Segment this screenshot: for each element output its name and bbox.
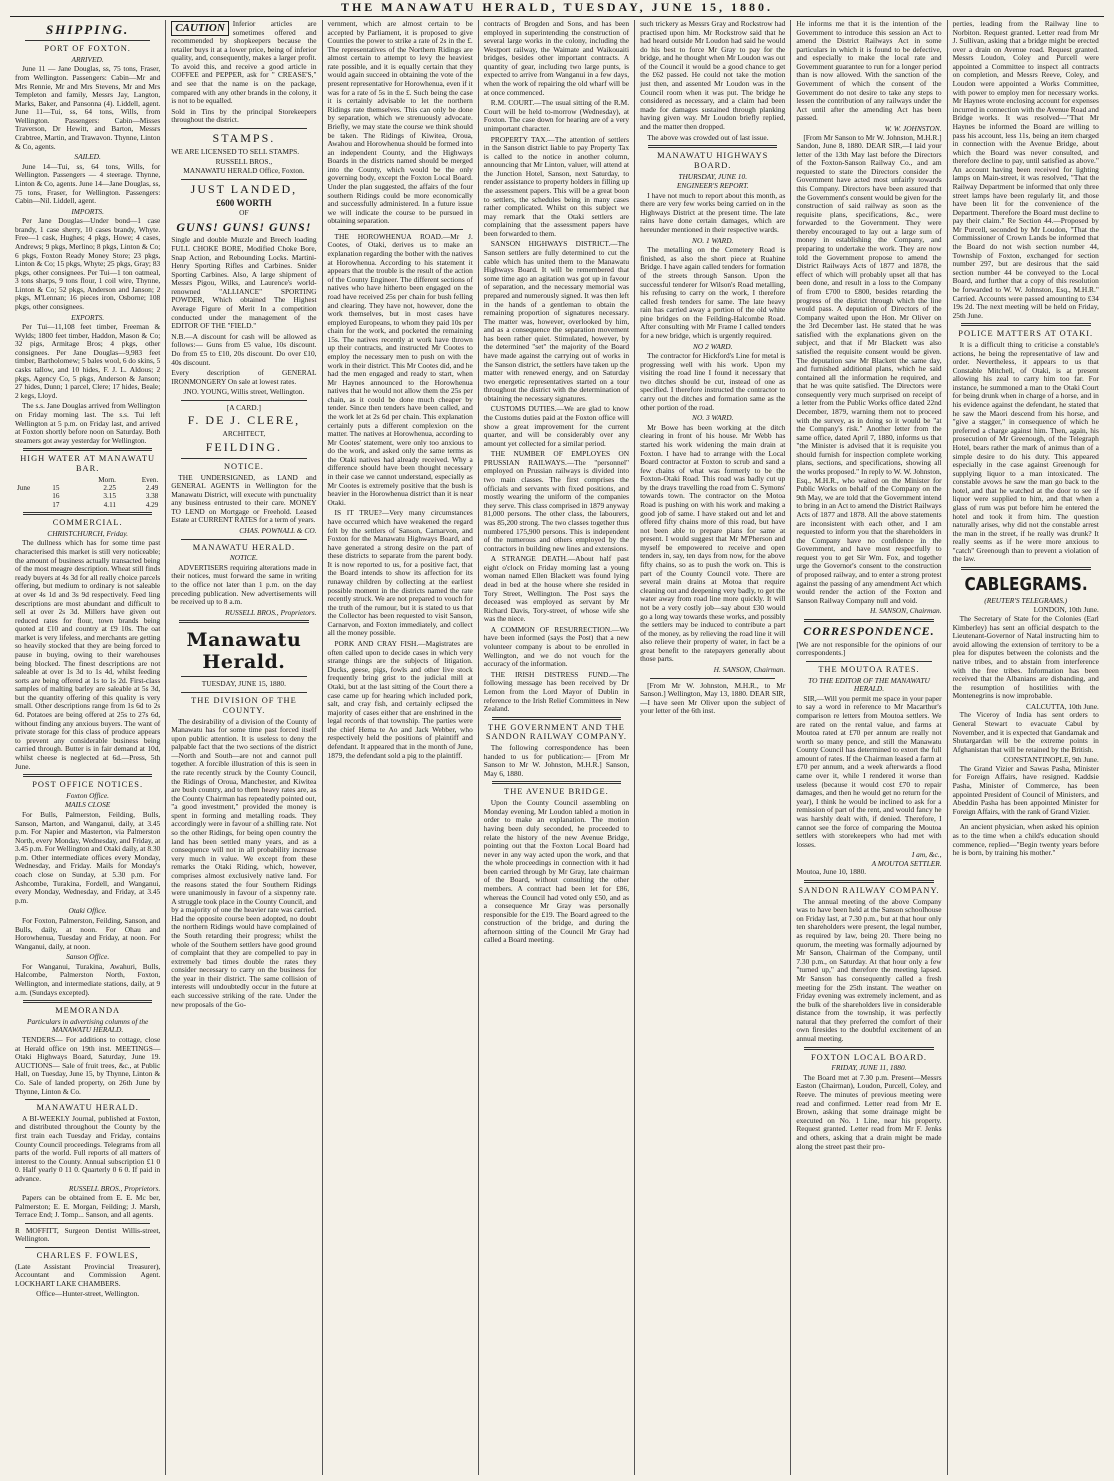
- clere-card: [A CARD.]: [226, 402, 261, 412]
- exports-text: Per Tui—11,108 feet timber, Freeman & Wylds; 1800 feet timber, Haddon, Mason & Co; 32 pigs, Armitage Bros; 4 pkgs, other consignees. Per Jane Douglas—9,983 feet timber, Bartholomew; 5 bales wool, 6 do skins, 5 casks tallow, and 10 hides, F. J. L. Aldous; 2 pkgs, Agency Co, 5 pkgs, Anderson & Janson; 27 hides, Dunn; 1 parcel, Clere; 17 hides, Beale; 2 kegs, Lloyd.: [15, 322, 161, 400]
- ward-2-text: The contractor for Hickford's Line for metal is progressing well with his work. Upon my visiting the road line I found it necessary that two ditches should be cut, instead of one as specified. I therefore instructed the contractor to carry out the ditches and formation same as the other portion of the road.: [640, 351, 786, 412]
- fowles-heading: CHARLES F. FOWLES,: [36, 1250, 139, 1260]
- clere-name: F. DE J. CLERE,: [187, 413, 301, 428]
- column-2: [166, 20, 322, 1475]
- post-office-heading: POST OFFICE NOTICES.: [32, 780, 144, 790]
- correspondence-heading: CORRESPONDENCE.: [803, 623, 935, 638]
- stamps-text: WE ARE LICENSED TO SELL STAMPS.: [171, 146, 300, 156]
- otaki-office-label: Otaki Office.: [68, 906, 107, 916]
- division-article-continued: vernment, which are almost certain to be accepted by Parliament, it is proposed to give Counties the power to strike a rate of 2s in the £. The representatives of the Northern Ridings are almost certain to attempt to levy the heaviest rate possible, and it is equally certain that they would again succeed in obtaining the vote of the present representative for Horowhenua, even if it was for a rate of 5s in the £. Such being the case it is certainly advisable to let the northern Ridings rate themselves. This can only be done by separation, which we strenuously advocate. Briefly, we may state the course we think should be taken. The Ridings of Kiwitea, Oroua, Awahou and Horowhenua should be formed into an independent County, and the Highways Boards in the districts named should be merged into the County, which would be the only governing body, except the Foxton Local Board. Under the plan suggested, the affairs of the four southern Ridings could be more economically and successfully administered. In a future issue we will indicate the course to be pursued in obtaining separation.: [327, 20, 473, 226]
- sanson-office-text: For Wanganui, Turakina, Awahuri, Bulls, Halcombe, Palmerston North, Foxton, Wellington, and intermediate stations, daily, at 9 a.m. (Sundays excepted).: [15, 961, 161, 997]
- arrived-text: June 11 — Jane Douglas, ss, 75 tons, Fraser, from Wellington. Passengers: Cabin—Mr and Mrs Rennie, Mr and Mrs Stevens, Mr and Mrs Templeton and family, Messrs Jay, Langton, Marks, Baker, and Pansonna (4). Liddell, agent. June 11—Tui, ss, 64 tons, Wills, from Wellington. Passengers: Cabin—Misses Traverson, Dr Hewitt, and Barton, Messrs Crabtree, Martin, and Trawavon. Thynne, Linton & Co, agents.: [15, 64, 161, 151]
- cable-constantinople-date: CONSTANTINOPLE, 9th June.: [1003, 755, 1099, 765]
- caution-ad: [171, 20, 316, 106]
- sanson-signature: H. SANSON, Chairman.: [869, 606, 942, 616]
- notice-heading: NOTICE.: [224, 461, 264, 471]
- mh-signature: RUSSELL BROS., Proprietors.: [225, 607, 317, 617]
- exports-label: EXPORTS.: [71, 312, 105, 322]
- government-sandon-heading: THE GOVERNMENT AND THE SANDON RAILWAY COMPANY.: [485, 722, 627, 742]
- tide-row: 17 4.11 4.29: [52, 500, 159, 509]
- resurrection-item: A COMMON OF RESURRECTION.—We have been informed (says the Post) that a new volunteer company is about to be enrolled in Wellington, and we do not vouch for the accuracy of the information.: [483, 624, 630, 669]
- column-1: [10, 20, 166, 1475]
- police-heading: POLICE MATTERS AT OTAKI.: [958, 329, 1094, 339]
- division-article: The desirability of a division of the County of Manawatu has for some time past forced itself upon public attention. It is useless to deny the palpable fact that the two sections of the district—North and South—are not and cannot pull together. A forcible illustration of this is seen in the rate recently struck by the County Council, the Ridings of Oroua, Manchester, and Kiwitea are bush country, and to them heavy rates are, as the County Chairman has repeatedly pointed out, "a good investment," provided the money is spent in forming and metalling roads. They accordingly were in favour of a shilling rate. Not so the other Ridings, for being open country the land has been settled many years, and as a consequence will not in all probability increase very much in value. We except from these remarks the Otaki Riding, which, however, comprises almost exclusively native land. For the reasons stated the four Southern Ridings were unanimously in favour of a sixpenny rate. A struggle took place in the County Council, and by a majority of one the heavier rate was carried. Had the opposite course been adopted, no doubt the northern Ridings would have complained of the South retarding their progress; whilst the whole of the Southern settlers have good ground of complaint that they are compelled to pay in extremely bad times double the rates they consider necessary to carry on the business for the year in their district. The same collision of interests will undoubtedly occur in the future at each successive striking of the rate. Under the new proposals of the Go-: [171, 716, 317, 1009]
- sanson-highways-item: SANSON HIGHWAYS DISTRICT.—The Sanson settlers are fully determined to cut the cable which has united them to the Manawatu Highways Board. It will be remembered that some time ago an agitation was got up in favour of separation, and the necessary memorial was prepared and numerously signed. It was then left in the hands of a gentleman to obtain the remaining proportion of signatures necessary. The matter was, however, overlooked by him, and as a consequence the separation movement has been rather quiet. Stimulated, however, by the determined "set" the majority of the Board have made against the carrying out of works in the Sanson district, the settlers have taken up the matter with renewed energy, and on Saturday two energetic representatives started on a tour throughout the district with the determination of obtaining the necessary signatures.: [483, 239, 630, 403]
- moutoa-sig-name: A MOUTOA SETTLER.: [871, 858, 942, 868]
- stamps-heading: STAMPS.: [212, 130, 276, 145]
- moffitt-ad: R MOFFITT, Surgeon Dentist Willis-street, Wellington.: [15, 1225, 161, 1244]
- fowles-office: Office—Hunter-street, Wellington.: [36, 1289, 140, 1299]
- newspaper-nameplate: Manawatu Herald.: [186, 629, 302, 674]
- highways-board-date: THURSDAY, JUNE 10.: [678, 171, 748, 181]
- stamps-office: MANAWATU HERALD Office, Foxton.: [183, 166, 305, 175]
- caution-text: Inferior articles are sometimes offered and recommended by shopkeepers because the retailer buys it at a lower price, being of inferior quality, and, consequently, makes a larger profit. To avoid this, and receive a good article in COFFEE and PEPPER, ask for " CREASE'S," and see that the name is on the package, compared with any other brands in the colony, it is not to be equalled.: [171, 20, 317, 106]
- engineer-report-text: I have not much to report about this month, as there are very few works being carried on in the Highways District at the present time. The late rains have done certain damages, which are hereunder mentioned in their respective wards.: [640, 190, 786, 235]
- shipping-notice: The s.s. Jane Douglas arrived from Wellington on Friday morning last. The s.s. Tui left Wellington at 5 p.m. on Friday last, and arrived at Foxton shortly before noon on Saturday. Both steamers got away yesterday for Wellington.: [15, 401, 161, 445]
- imports-text: Per Jane Douglas—Under bond—1 case brandy, 1 case sherry, 10 cases brandy, Whyte. Free—1 cask, Hughes; 4 pkgs, Howe; 4 cases, Andrews; 9 pkgs, Merlino; 8 pkgs, Linton & Co; 6 pkgs, Foxton Ready Money Store; 23 pkgs, Linton & Co; 15 pkgs, Whyte; 25 pkgs, Gray; 83 pkgs, other consignees. Per Tui—1 ton oatmeal, 3 tons sharps, 9 tons flour, 1 coil wire, Thynne, Linton & Co; 52 pkgs, Anderson and Janson; 2 pkgs, M'Lennan; 16 pieces iron, Osborne; 108 pkgs, other consignees.: [15, 216, 161, 312]
- caution-word: CAUTION: [171, 21, 229, 36]
- herald-ad-signature: RUSSELL BROS., Proprietors.: [68, 1184, 161, 1194]
- cable-calcutta-text: The Viceroy of India has sent orders to General Stewart to evacuate Cabul by November, and it is expected that Gandamak and Shutargardan will be the extreme points in Afghanistan that will be retained by the British.: [952, 710, 1099, 754]
- mails-close-label: MAILS CLOSE: [64, 800, 111, 810]
- sandon-railway-text: The annual meeting of the above Company was to have been held at the Sanson schoolhouse on Friday last, at 7.30 p.m., but at that hour only ten shareholders were present, the legal number, as required by law, being 20. There being no quorum, the meeting was formally adjourned by Mr Sanson, Chairman of the Company, until 7.30 p.m., on Saturday. At that hour only a few "turned up," and therefore the meeting lapsed. Mr Sanson has consequently called a fresh meeting for the 25th instant. The weather on Friday evening was extremely inclement, and as the bulk of the shareholders live in considerable distance from the township, it was perfectly natural that they preferred the comfort of their own firesides to the doubtful excitement of an annual meeting.: [796, 896, 942, 1043]
- strange-death-item: A STRANGE DEATH.—About half past eight o'clock on Friday morning last a young woman named Ellen Blackett was found lying dead in bed at the house where she resided in Tory Street, Wellington. The Post says the deceased was employed as servant by Mr Richard Davis, Tory-street, of whose wife she was the niece.: [483, 554, 630, 624]
- local-board-continued: perties, leading from the Railway line to Norbiton. Request granted. Letter read from Mr J. Sullivan, asking that a bridge might be erected over a drain on Avenue road. Request granted. Messrs Loudon, Coley and Purcell were appointed a Committee to inspect all contracts on completion, and Messrs Reeve, Coley, and Loudon were appointed a Works Committee, with power to employ men for necessary works. Mr Haynes wrote enclosing account for expenses incurred in connection with the Avenue Road and Bridge works. It was resolved—"That Mr Haynes be informed the Board are willing to pass his account, less 11s, being an item charged in connection with the Avenue Bridge, about which the Board was never consulted, and therefore decline to pay, until satisfied as above." An account having been received for lighting lamps on Main-street, it was resolved, "That the Railway Department be informed that only three street lamps have been regularly lit, and those have been lit for the convenience of the Department. Therefore the Board must decline to pay their claim." Re Section 44.—Proposed by Mr Purcell, seconded by Mr Loudon, "That the Commissioner of Crown Lands be informed that the Board do not wish section number 44, Township of Foxton, exchanged for section number 297, but are desirous that the said section number 44 be conveyed to the Local Board, and further that a copy of this resolution be forwarded to W. W. Johnston, Esq., M.H.R." Carried. Accounts were passed amounting to £34 19s 2d. The next meeting will be held on Friday, 25th June.: [952, 20, 1099, 320]
- guns-signature: JNO. YOUNG, Willis street, Wellington.: [183, 387, 305, 397]
- caution-sold: Sold in Tins by the principal Storekeepers throughout the district.: [171, 106, 317, 125]
- memoranda-heading: MEMORANDA: [55, 1006, 121, 1016]
- horowhenua-road-item: THE HOROWHENUA ROAD.—Mr J. Cootes, of Otaki, derives us to make an explanation regarding the bother with the natives at Horowhenua. According to his statement it appears that the trouble is the result of the action of the County Engineer. The different sections of natives who have hitherto been engaged on the road have received 25s per chain for bush felling and clearing. They have not, however, done the work themselves, but in most cases have employed Europeans, to whom they paid 10s per chain for the work, and pocketed the remaining 15s. The natives recently at work have thrown up their contracts, and instructed Mr Cootes to employ the necessary men to push on with the work in their district. This Mr Cootes did, and he had the men engaged and ready to start, when Mr Haynes announced to the Horowhenua natives that he would not allow them the 25s per chain, as it could be done much cheaper by tender. Since then tenders have been called, and the work let at 2s 6d per chain. This explanation certainly puts a different complexion on the matter. The natives at Horowhenua, according to Mr Cootes' statement, were only too anxious to do the work, and asked only the same terms as the Otaki natives had already received. Why a difference should have been thought necessary in their case we cannot understand, especially as Mr Cootes is extremely positive that the bush is heavier in the Horowhenua district than it is near Otaki.: [327, 231, 473, 507]
- stamps-signature: RUSSELL BROS.,: [215, 157, 273, 167]
- column-5: [635, 20, 791, 1475]
- irish-distress-item: THE IRISH DISTRESS FUND.—The following message has been received by Dr Lemon from the Lord Mayor of Dublin in reference to the Irish Relief Committees in New Zealand.: [483, 669, 630, 714]
- avenue-bridge-continued: such trickery as Messrs Gray and Rockstrow had practised upon him. Mr Rockstrow said that he had heard outside Mr Loudon had said he would do his best to force Mr Gray to pay for the bridge, and he thought when Mr Loudon was out of the Council it would be a good chance to get the £62 passed. He could not take the motion just then, and assented Mr Loudon was in the Council room when it was put. The bridge he considered as necessary, and a claim had been made for damages sustained through planking having given way. Mr Loudon briefly replied, and the matter then dropped.: [640, 20, 786, 131]
- government-sandon-text: The following correspondence has been handed to us for publication:— [From Mr Sanson to Mr W. Johnston, M.H.R.] Sanson, May 6, 1880.: [483, 743, 630, 778]
- tide-table: [15, 476, 160, 509]
- masthead: THE MANAWATU HERALD, TUESDAY, JUNE 15, 1880.: [10, 0, 1104, 17]
- foxton-office-label: Foxton Office.: [66, 790, 109, 800]
- dateline: TUESDAY, JUNE 15, 1880.: [201, 679, 286, 689]
- cable-constantinople-text: The Grand Vizier and Sawas Pasha, Minister for Foreign Affairs, have resigned. Kaddsie Pasha, Minister of Commerce, has been appointed President of Council of Ministers, and Abeddin Pasha has been appointed Minister for Foreign Affairs, with the rank of Grand Vizier.: [952, 763, 1099, 816]
- property-tax-item: PROPERTY TAX.—The attention of settlers in the Sanson district liable to pay Property Tax is called to the notice in another column, announcing that Mr Linton, valuer, will attend at the Junction Hotel, Sanson, next Saturday, to render assistance to property holders in filling up the assessment papers. This will be a great boon to settlers, the schedules being in many cases rather complicated. Whilst on this subject we may remark that the Otaki settlers are complaining that the assessment papers have been forwarded to them.: [483, 134, 630, 238]
- clere-place: FEILDING.: [205, 439, 283, 454]
- police-text: It is a difficult thing to criticise a constable's actions, he being the representative of law and order. Nevertheless, it appears to us that Constable Mitchell, of Otaki, is at present allowing his zeal to carry him too far. For instance, he summoned a man to the Otaki Court for being drunk when in charge of a horse, and in his evidence against the defendant, he stated that he saw the Maori descend from his horse, and "give a stagger," in consequence of which he preferred a charge against him. Then, again, his prosecution of Mr Greenough, of the Telegraph Hotel, bears rather the mark of animus than of a simple desire to do his duty. This appeared especially in the case against Greenough for supplying liquor to a man intoxicated. The constable avows he saw the man go back to the hotel, and that he watched at the door to see if liquor were supplied to him, and that when a glass of rum was put before him he entered the hotel and took it from him. The question naturally arises, why did not the constable arrest the man in the street, if he really was drunk? It really seems as if he were more anxious to "catch" Greenough than to prevent a violation of the law.: [952, 339, 1099, 564]
- tide-heading: HIGH WATER AT MANAWATU BAR.: [20, 454, 156, 474]
- herald-ad-heading: MANAWATU HERALD.: [36, 1103, 139, 1113]
- tide-header-row: Morn. Even.: [98, 475, 159, 484]
- otaki-office-text: For Foxton, Palmerston, Feilding, Sanson, and Bulls, daily, at noon. For Ohau and Horowhenua, Tuesday and Friday, at noon. For Wanganui, daily, at noon.: [15, 915, 161, 951]
- johnston-letter: [From Mr W. Johnston, M.H.R., to Mr Sanson.] Wellington, May 13, 1880. DEAR SIR,—I have seen Mr Oliver upon the subject of your letter of the 6th inst.: [640, 680, 786, 716]
- post-office-text: For Bulls, Palmerston, Feilding, Bulls, Sanson, Marton, and Wanganui, daily, at 3.45 p.m. For Napier and Masterton, via Palmerston North, every Monday, Wednesday, and Friday, at 3.45 p.m. For Wellington and Otaki daily, at 8.30 p.m. Other intermediate offices every Monday, Wednesday, and Friday. Mails for Monday's coach close on Sunday, at 5.30 p.m. For Ashcombe, Turakina, Fordell, and Wanganui, every Monday, Wednesday, and Friday, at 3.45 p.m.: [15, 809, 161, 905]
- commercial-text: The dullness which has for some time past characterised this market is still very noticeable; the amount of business actually transacted being of the most meagre description. Wheat still finds ready buyers at 4s 3d for all really choice parcels offering, but medium to ordinary is not saleable at over 4s 1d and 3s 9d respectively. Feed ling descriptions are most abundant and difficult to sell at over 2s 3d. Millers have given out reduced rates for flour, town brands being quoted at £10 and country at £9 10s. The oat market is very lifeless, and merchants are getting so heavily stocked that they are being forced to pause in buying, owing to their warehouses being blocked. The finest descriptions are not saleable at over 1s 3d to 1s 4d, whilst feeding sorts are being offered at 1s to 1s 2d. First-class samples of malting barley are saleable at 5s 3d, but the quantity offering of this quality is very small. Other descriptions range from 1s 6d to 2s 6d. Potatoes are being offered at 25s to 27s 6d, without finding any anxious buyers. The want of private storage for this class of produce appears to prevent any considerable business being carried through. Butter is in fair demand at 10d, whilst cheese is neglected at 6d.—Press, 5th June.: [15, 538, 161, 771]
- commercial-heading: COMMERCIAL.: [52, 518, 123, 528]
- guns-every: Every description of GENERAL IRONMONGERY On sale at lowest rates.: [171, 368, 317, 386]
- cable-calcutta-date: CALCUTTA, 10th June.: [1025, 701, 1099, 711]
- column-4: [479, 20, 635, 1475]
- notice-signature: CHAS. POWNALL & CO.: [239, 526, 317, 535]
- shipping-heading: SHIPPING.: [45, 22, 130, 37]
- ward-signature: H. SANSON, Chairman.: [713, 664, 786, 674]
- mh-heading: MANAWATU HERALD.: [192, 542, 296, 552]
- fowles-text: (Late Assistant Provincial Treasurer), Accountant and Commission Agent. LOCKHART LAKE CHAMBERS.: [15, 1261, 161, 1288]
- moutoa-text: SIR,—Will you permit me space in your paper to say a word in reference to Mr Macarthur's comparison re letters from Moutoa settlers. We are rated on the rental value, and farms at Moutoa rated at £70 per annum are really not worth so many pence, and still the Manawatu County Council has determined to extort the full amount of rates. If the Chairman leased a farm at £70 per annum, and a week afterwards a flood came over it, while I rendered it worse than useless (because it would cost £70 to repair damages, and then he would get no return for the year), I think he would be inclined to ask for a remission of part of the rent, and would fancy he was harshly dealt with, if denied. Therefore, I cannot see the force of comparing the Moutoa settlers with storekeepers who had met with losses.: [796, 693, 942, 849]
- rm-court-item: R.M. COURT.—The usual sitting of the R.M. Court will be held to-morrow (Wednesday), at Foxton. The case down for hearing are of a very unimportant character.: [483, 98, 630, 133]
- prussian-railways-item: THE NUMBER OF EMPLOYES ON PRUSSIAN RAILWAYS.—The "personnel" employed on Prussian railways is divided into two main classes. The first comprises the officials and servants with fixed positions, and mostly wearing the uniform of the companies they serve. This class comprised in 1879 anyway 81,000 persons. The other class, the labourers, was 85,200 strong. The two classes together thus numbered 175,900 persons. This is independent of the numerous and others employed by the contractors in building new lines and extensions.: [483, 449, 630, 553]
- cablegrams-heading: CABLEGRAMS.: [964, 574, 1088, 596]
- avenue-bridge-text: Upon the County Council assembling on Monday evening, Mr Loudon tabled a motion in order to make an explanation. The motion having been duly seconded, he proceeded to relate the history of the new Avenue Bridge, pointing out that the Foxton Local Board had never in any way acted upon the work, and that the whole proceedings in connection with it had been carried through by Mr Gray, late chairman of the Board, without consulting the other members. A contract had been let for £86, whereas the Council had voted only £50, and as a consequence Mr Gray was personally responsible for the £19. The Board agreed to the construction of the bridge, and during the afternoon sitting of the Council Mr Gray had called a Board meeting.: [483, 798, 630, 945]
- clere-role: ARCHITECT,: [222, 429, 266, 439]
- ward-3-text: Mr Bowe has been working at the ditch clearing in front of his house. Mr Webb has started his work widening the main drain at Foxton. I have had to arrange with the Local Board contractor at Foxton to scrub and sand a few chains of what was formerly to be the Foxton-Otaki Road. This road was badly cut up by the drays travelling the road from C. Symons' towards town. The contractor on the Motoa Road is pushing on with his work and making a good job of same. I have staked out and let and offered fifty chains more of this road, but have not been able to prepare plans for same at present. I would suggest that Mr M'Pherson and myself be empowered to receive and open tenders in, say, ten days from now, for the above fifty chains, so as to push the work on. This is part of the County Council vote. There are several main drains at Motoa that require cleaning out and deepening very badly, to get the water away from road line more quickly. It will not be a very costly job—say about £30 would go a long way towards these works, and possibly the settlers may be induced to contribute a part of the money, as by relieving the road line it will also relieve their property of water, in fact be a great benefit to the ratepayers generally about those parts.: [640, 422, 786, 664]
- division-heading: THE DIVISION OF THE COUNTY.: [191, 696, 297, 715]
- wharf-item-continued: contracts of Brogden and Sons, and has been employed in superintending the construction of several large works in the colony, including the Westport railway, the Waimate and Waikouaiti bridges, besides other important contracts. A quantity of gear, including two large punts, is expected to arrive from Wanganui in a few days, when the work of repairing the old wharf will be at once commenced.: [483, 20, 630, 97]
- local-board-date: FRIDAY, JUNE 11, 1880.: [831, 1063, 907, 1073]
- guns-text: Single and double Muzzle and Breech loading FULL CHOKE BORE, Modified Choke Bore, Snap Action, and Rebounding Locks. Martini-Henry Sporting Rifles and Carbines. Snider Sporting Carbines. Also, A large shipment of Messrs Pigou, Wilks, and Laurence's world-renowned "ALLIANCE" SPORTING POWDER, Which obtained The Highest Average Figure of Merit In a competition conducted under the management of the EDITOR OF THE "FIELD.": [171, 235, 317, 331]
- correspondence-note: [We are not responsible for the opinions of our correspondents.]: [796, 639, 942, 658]
- sanson-letter: [From Mr Sanson to Mr W. Johnston, M.H.R.] Sandon, June 8, 1880. DEAR SIR,—I laid your letter of the 13th May last before the Directors of the Foxton-Sanson Railway Co., and am requested to state the Directors consider the Government have acted most unfairly towards this Company. Directors have been assured that the Government's consent would be given for the construction of said railway as soon as the requisite plans, specifications, &c., were forwarded to the Government. They were thereby encouraged to lay out a large sum of money in establishing the Company, and preparing to undertake the work. They are now told the Government propose to amend the District Railways Acts of 1877 and 1878, the effect of which will probably upset all that has been done, and result in a loss to the Company of from £700 to £800, besides retarding the progress of the district through which the line would pass. A deputation of Directors of the Company waited upon the Hon. Mr Oliver on the 3rd December last. He stated that he was satisfied with the explanations given on the subject, and that if Mr Blackett was also satisfied the requisite consent would be given. The deputation saw Mr Blackett the same day, and furnished additional plans, which he said contained all the information he required, and that he was quite satisfied. The Directors were consequently very much surprised on receipt of a letter from the Public Works office dated 22nd December, 1879, warning them not to proceed with the survey, as in doing so it would be "at the Company's risk." Another letter from the same office, dated April 7, 1880, informs us that "the Minister is advised that it is requisite you should furnish for inspection complete working plans, sections, and specifications, showing all the works proposed." In reply to W. W. Johnston, Esq., M.H.R., who waited on the Minister for Public Works on behalf of the Company on the 9th May, we are told that the Government intend to bring in an Act to amend the District Railways Acts of 1877 and 1878. All the above statements are inconsistent with each other, and I am requested to inform you that the shareholders in the Company have no confidence in the Government, and have most respectfully to request you to get Sir Wm. Fox, and together urge the Governor's consent to the construction of proposed railway, and to enter a strong protest against the passing of any amendment Act which would render the action of the Foxton and Sanson Railway Company null and void.: [796, 132, 942, 605]
- herald-ad-agents: Papers can be obtained from E. E. Mc ber, Palmerston; E. E. Morgan, Feilding; J. Marsh, Terrace End; J. Tomp... Sanson, and all agents.: [15, 1193, 161, 1220]
- ward-3-heading: NO. 3 WARD.: [692, 413, 734, 423]
- highways-board-heading: MANAWATU HIGHWAYS BOARD.: [657, 151, 769, 170]
- customs-duties-item: CUSTOMS DUTIES.—We are glad to know the Customs duties paid at the Foxton office will show a great improvement for the current quarter, and will be considerably over any amount yet collected for a similar period.: [483, 404, 630, 448]
- columns: [10, 20, 1104, 1475]
- notice-text: THE UNDERSIGNED, as LAND and GENERAL AGENTS in Wellington for the Manawatu District, will execute with punctuality any business entrusted to their care. MONEY TO LEND on Mortgage or Freehold. Leased Estate at CURRENT RATES for a term of years.: [171, 472, 317, 525]
- pork-cray-fish-item: PORK AND CRAY FISH.—Magistrates are often called upon to decide cases in which very strange things are the subjects of litigation. Ducks, geese, pigs, fowls and other live stock frequently bring grist to the judicial mill at Otaki, but at the last sitting of the Court there a case came up for hearing which included pork, salt, and cray fish, and certainly eclipsed the majority of cases either that are enshrined in the legal records of that township. The parties were the chief Hema te Ao and Jack Webber, who respectively held the positions of plaintiff and defendant. It appeared that in the month of June, 1879, the defendant sold a pig to the plaintiff.: [327, 639, 473, 760]
- engineer-report-heading: ENGINEER'S REPORT.: [676, 181, 749, 191]
- imports-label: IMPORTS.: [71, 206, 104, 216]
- tide-row: 16 3.15 3.38: [52, 492, 159, 501]
- mh-notice-label: NOTICE.: [229, 553, 258, 563]
- johnston-signature: W. W. JOHNSTON.: [884, 123, 942, 133]
- commercial-place: CHRISTCHURCH, Friday.: [47, 528, 128, 538]
- moutoa-heading: THE MOUTOA RATES.: [818, 664, 920, 674]
- ward-1-heading: NO. 1 WARD.: [692, 235, 734, 245]
- memoranda-sub: Particulars in advertising columns of the MANAWATU HERALD.: [26, 1016, 149, 1035]
- arrived-label: ARRIVED.: [71, 54, 104, 64]
- guns-worth: £600 WORTH: [216, 198, 272, 209]
- sanson-office-label: Sanson Office.: [66, 952, 110, 962]
- tide-row: June 15 2.25 2.49: [17, 484, 159, 493]
- guns-big-heading: GUNS! GUNS! GUNS!: [176, 219, 312, 234]
- local-board-text: The Board met at 7.30 p.m. Present—Messrs Easton (Chairman), Loudon, Purcell, Coley, and Reeve. The minutes of previous meeting were read and confirmed. Letter read from Mr E. Brown, asking that some drainage might be executed on No. 1 Line, near his property. Request granted. Letter read from Mr F. Jenks and others, asking that a drain might be made along the street past their pro-: [796, 1072, 942, 1151]
- guns-of: OF: [239, 207, 249, 217]
- ward-1-text: The metalling on the Cemetery Road is finished, as also the short piece at Ruahine Bridge. I have again called tenders for formation of the streets through Sanson. Upon the successful tenderer for Wilson's Road metalling, his refusing to carry on the work, I therefore called fresh tenders for same. The late heavy rain has carried away a portion of the old white pine bridges on the Feilding-Halcombe Road. After consulting with Mr Frame I called tenders for a new bridge, which is urgently required.: [640, 245, 786, 340]
- sailed-text: June 14—Tui, ss, 64 tons, Wills, for Wellington. Passengers — 4 steerage. Thynne, Linton & Co, agents. June 14—Jane Douglas, ss, 75 tons, Fraser, for Wellington. Passengers: Cabin—Nil. Liddell, agent.: [15, 161, 161, 206]
- sailed-label: SAILED.: [74, 152, 101, 162]
- cable-london-text: The Secretary of State for the Colonies (Earl Kimberley) has sent an official despatch to the Lieutenant-Governor of Natal instructing him to avoid allowing the extension of territory to be a plea for disputes between the colonists and the native tribes, and to abstain from interference with the free tribes. Information has been received that the Albanians are disbanding, and the resumption of hostilities with the Montenegrins is now improbable.: [952, 614, 1099, 701]
- herald-ad-text: A BI-WEEKLY Journal, published at Foxton, and distributed throughout the County by the first train each Tuesday and Friday, contains County Council proceedings. Telegrams from all parts of the world. Full reports of all matters of interest to the County. Annual subscription £1 0 0. Half yearly 0 11 0. Quarterly 0 6 0. If paid in advance.: [15, 1113, 161, 1183]
- guns-heading: JUST LANDED,: [190, 181, 298, 196]
- port-heading: PORT OF FOXTON.: [44, 44, 131, 54]
- crowded-out-note: The above was crowded out of last issue.: [647, 132, 769, 142]
- memoranda-text: TENDERS— For additions to cottage, close at Herald office on 19th inst. MEETINGS— Otaki Highways Board, Saturday, June 19. AUCTIONS— Sale of fruit trees, &c., at Public Hall, on Tuesday, June 15, by Thynne, Linton & Co. Sale of landed property, on 26th June by Thynne, Linton & Co.: [15, 1035, 161, 1096]
- cable-london-date: LONDON, 10th June.: [1033, 605, 1099, 615]
- avenue-bridge-heading: THE AVENUE BRIDGE.: [504, 787, 609, 797]
- ward-2-heading: NO 2 WARD.: [692, 341, 733, 351]
- cablegrams-sub: (REUTER'S TELEGRAMS.): [984, 595, 1068, 605]
- column-3: [323, 20, 479, 1475]
- column-7: [948, 20, 1104, 1475]
- sandon-railway-heading: SANDON RAILWAY COMPANY.: [798, 886, 940, 895]
- local-board-heading: FOXTON LOCAL BOARD.: [810, 1052, 927, 1062]
- johnston-letter-continued: He informs me that it is the intention of the Government to introduce this session an Act to amend the District Railways Act in some particulars in which it is found to be defective, and especially to make the local rate and Government guarantee to run for a longer period than is now allowed. With the sanction of the Government of which the consent of the Government do not desire to take any steps to lessen the contribution of any railways under the Act until after the amending Act has been passed.: [796, 20, 942, 123]
- moutoa-date: Moutoa, June 10, 1880.: [796, 867, 867, 877]
- moutoa-sig-am: I am, &c.,: [911, 850, 942, 860]
- physician-anecdote: An ancient physician, when asked his opinion as to the time when a child's education should commence, replied—"Begin twenty years before he is born, by training his mother.": [952, 822, 1099, 858]
- column-6: [791, 20, 947, 1475]
- is-it-true-item: IS IT TRUE?—Very many circumstances have occurred which have weakened the regard felt by the settlers of Sanson, Carnarvon, and Foxton for the Manawatu Highways Board, and have generated a strong desire on the part of these districts to separate from the parent body. It is now reported to us, for a positive fact, that the Board intends to show its affection for its runaway children by collecting at the earliest possible moment in the districts named the rate recently struck. We are not prepared to vouch for the truth of the rumour, but it is stated to us that the Collector has been requested to visit Sanson, Carnarvon, and Foxton immediately, and collect all the money possible.: [327, 508, 473, 638]
- moutoa-to-editor: TO THE EDITOR OF THE MANAWATU HERALD.: [808, 675, 930, 694]
- guns-discount: N.B.—A discount for cash will be allowed as follows:— Guns from £5 value, 10s discount. Do from £5 to £10, 20s discount. Do over £10, 40s discount.: [171, 331, 317, 367]
- mh-notice-text: ADVERTISERS requiring alterations made in their notices, must forward the same in writing to the office not later than 1 p.m. on the day preceding publication. New advertisements will be received up to 8 a.m.: [171, 562, 317, 607]
